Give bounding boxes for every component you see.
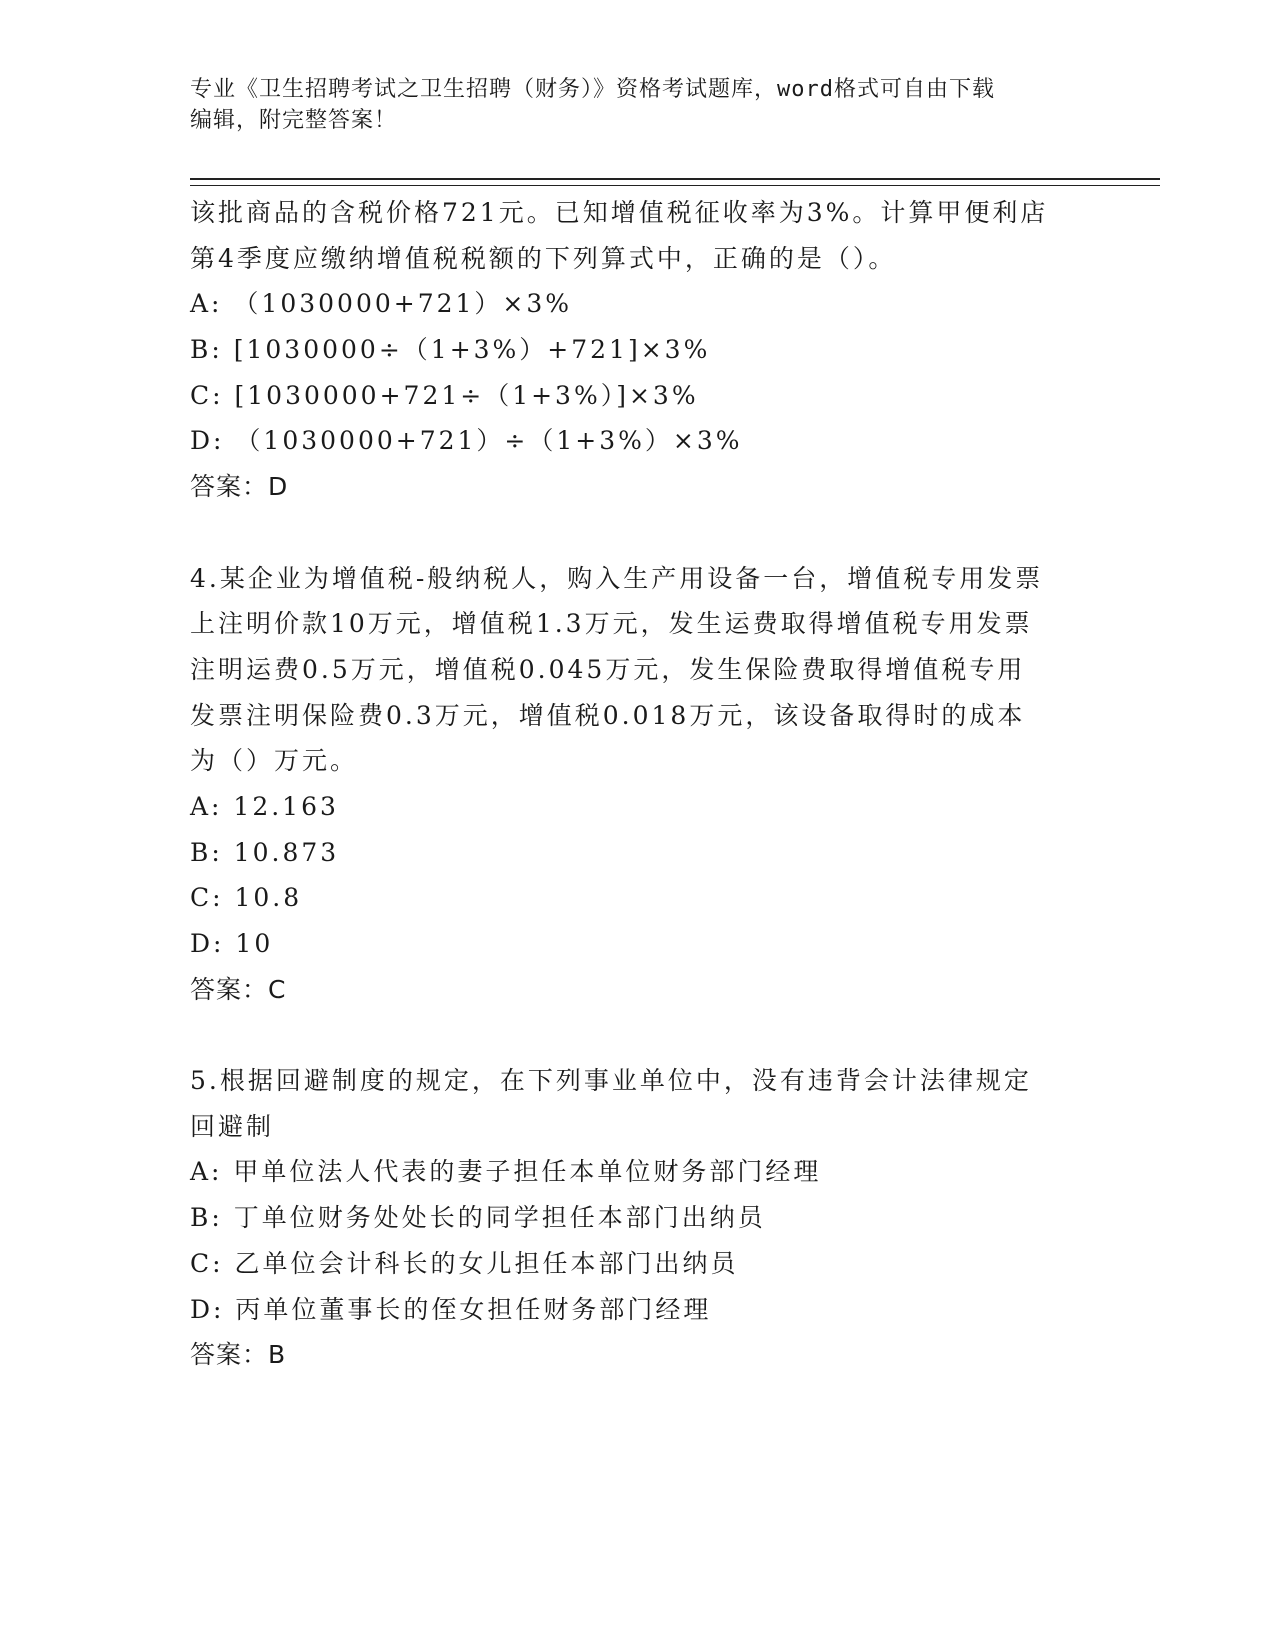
option-a: A: （1030000+721）×3%	[190, 289, 573, 319]
document-header	[190, 74, 1090, 136]
option-c: C: [1030000+721÷（1+3%）]×3%	[190, 380, 699, 410]
header-line-1: 专业《卫生招聘考试之卫生招聘（财务）》资格考试题库，word格式可自由下载	[190, 77, 995, 102]
header-divider	[190, 178, 1160, 186]
question-stem-line: 该批商品的含税价格721元。已知增值税征收率为3%。计算甲便利店	[190, 198, 1049, 227]
question-stem-line: 为（）万元。	[190, 746, 359, 776]
option-b: B: 丁单位财务处处长的同学担任本部门出纳员	[190, 1203, 766, 1233]
option-a: A: 甲单位法人代表的妻子担任本单位财务部门经理	[190, 1157, 822, 1187]
option-a: A: 12.163	[190, 791, 339, 821]
option-b: B: [1030000÷（1+3%）+721]×3%	[190, 335, 711, 365]
question-3	[190, 190, 1090, 510]
question-stem-line: 上注明价款10万元，增值税1.3万元，发生运费取得增值税专用发票	[190, 609, 1033, 639]
option-d: D: 10	[190, 929, 274, 958]
question-stem-line: 回避制	[190, 1111, 275, 1141]
option-d: D: （1030000+721）÷（1+3%）×3%	[190, 426, 743, 456]
question-stem-line: 4.某企业为增值税-般纳税人，购入生产用设备一台，增值税专用发票	[190, 563, 1044, 593]
option-c: C: 10.8	[190, 883, 303, 913]
question-stem-line: 发票注明保险费0.3万元，增值税0.018万元，该设备取得时的成本	[190, 700, 1026, 730]
answer-line: 答案：D	[190, 472, 289, 502]
option-c: C: 乙单位会计科长的女儿担任本部门出纳员	[190, 1248, 739, 1278]
header-line-2: 编辑，附完整答案！	[190, 108, 398, 133]
question-5	[190, 1058, 1090, 1378]
spacer	[190, 510, 1090, 556]
option-d: D: 丙单位董事长的侄女担任财务部门经理	[190, 1294, 712, 1324]
option-b: B: 10.873	[190, 837, 340, 867]
question-stem-line: 第4季度应缴纳增值税税额的下列算式中，正确的是（）。	[190, 243, 897, 273]
spacer	[190, 1012, 1090, 1058]
document-body	[190, 190, 1090, 1378]
question-stem-line: 5.根据回避制度的规定，在下列事业单位中，没有违背会计法律规定	[190, 1066, 1032, 1096]
question-4	[190, 556, 1090, 1013]
answer-line: 答案：B	[190, 1340, 287, 1370]
question-stem-line: 注明运费0.5万元，增值税0.045万元，发生保险费取得增值税专用	[190, 654, 1026, 684]
answer-line: 答案：C	[190, 974, 287, 1004]
